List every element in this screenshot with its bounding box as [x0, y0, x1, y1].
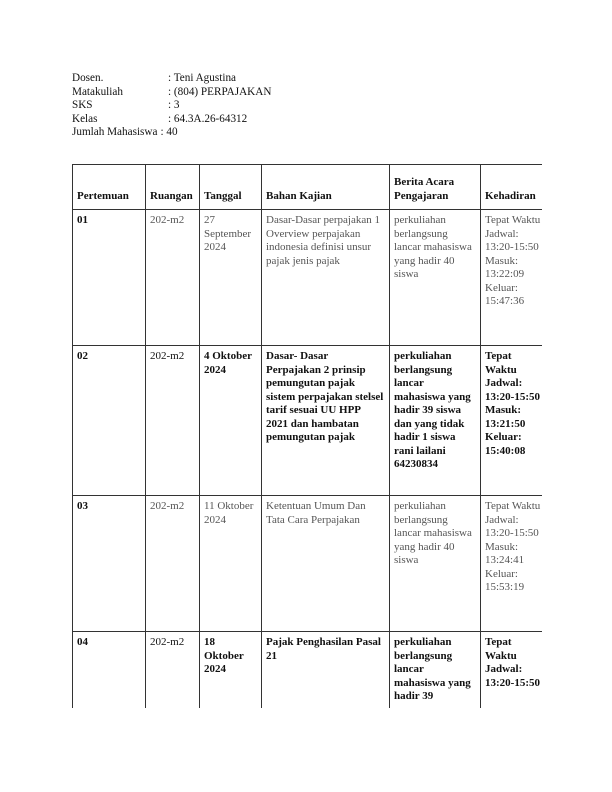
- jumlah-value: : 40: [160, 126, 178, 139]
- cell-ruangan: 202-m2: [146, 210, 200, 346]
- table-row: [73, 496, 543, 632]
- kehadiran-masuk: Masuk: 13:24:41: [485, 540, 525, 566]
- kehadiran-masuk: Masuk: 13:22:09: [485, 254, 525, 280]
- cell-ruangan: 202-m2: [146, 632, 200, 709]
- cell-berita-acara: perkuliahan berlangsung lancar mahasiswa yang hadir 40 siswa: [390, 210, 481, 346]
- cell-bahan-kajian: Dasar-Dasar perpajakan 1 Overview perpajakan indonesia definisi unsur pajak jenis pajak: [262, 210, 390, 346]
- kehadiran-jadwal: Jadwal: 13:20-15:50: [485, 377, 540, 403]
- table-row: [73, 346, 543, 496]
- info-row-kelas: [72, 113, 271, 127]
- header-ruangan: Ruangan: [146, 165, 200, 210]
- kehadiran-status: Tepat Waktu: [485, 214, 541, 226]
- header-pertemuan: Pertemuan: [73, 165, 146, 210]
- cell-kehadiran: [481, 632, 543, 709]
- matakuliah-value: : (804) PERPAJAKAN: [168, 85, 272, 98]
- cell-bahan-kajian: Ketentuan Umum Dan Tata Cara Perpajakan: [262, 496, 390, 632]
- cell-berita-acara: perkuliahan berlangsung lancar mahasiswa yang hadir 39: [390, 632, 481, 709]
- cell-bahan-kajian: Pajak Penghasilan Pasal 21: [262, 632, 390, 709]
- kehadiran-keluar: Keluar: 15:47:36: [485, 281, 525, 307]
- attendance-table: [72, 164, 542, 708]
- kehadiran-jadwal: Jadwal: 13:20-15:50: [485, 513, 539, 539]
- kehadiran-keluar: Keluar: 15:40:08: [485, 431, 526, 457]
- kehadiran-status: Tepat Waktu: [485, 500, 541, 512]
- table-row: [73, 632, 543, 709]
- dosen-value: : Teni Agustina: [168, 72, 236, 84]
- kehadiran-status: Tepat Waktu: [485, 636, 517, 662]
- info-row-matakuliah: [72, 86, 271, 100]
- sks-value: : 3: [168, 99, 180, 112]
- cell-kehadiran: [481, 346, 543, 496]
- cell-pertemuan: 03: [73, 496, 146, 632]
- dosen-label: Dosen.: [72, 72, 104, 84]
- cell-tanggal: 18 Oktober 2024: [200, 632, 262, 709]
- header-kehadiran: Kehadiran: [481, 165, 543, 210]
- header-berita-acara: Berita Acara Pengajaran: [390, 165, 481, 210]
- info-row-jumlah: [72, 126, 271, 140]
- table-row: [73, 210, 543, 346]
- table-header-row: [73, 165, 543, 210]
- header-tanggal: Tanggal: [200, 165, 262, 210]
- info-row-dosen: [72, 72, 271, 86]
- kelas-value: : 64.3A.26-64312: [168, 112, 248, 125]
- sks-label: SKS: [72, 99, 93, 112]
- matakuliah-label: Matakuliah: [72, 85, 123, 98]
- kehadiran-jadwal: Jadwal: 13:20-15:50: [485, 663, 540, 689]
- cell-ruangan: 202-m2: [146, 496, 200, 632]
- cell-kehadiran: [481, 210, 543, 346]
- cell-ruangan: 202-m2: [146, 346, 200, 496]
- cell-tanggal: 4 Oktober 2024: [200, 346, 262, 496]
- kehadiran-masuk: Masuk: 13:21:50: [485, 404, 526, 430]
- cell-pertemuan: 01: [73, 210, 146, 346]
- cell-kehadiran: [481, 496, 543, 632]
- kehadiran-keluar: Keluar: 15:53:19: [485, 567, 525, 593]
- cell-tanggal: 27 September 2024: [200, 210, 262, 346]
- cell-berita-acara: perkuliahan berlangsung lancar mahasiswa yang hadir 40 siswa: [390, 496, 481, 632]
- course-info: [72, 72, 271, 140]
- cell-pertemuan: 02: [73, 346, 146, 496]
- info-row-sks: [72, 99, 271, 113]
- jumlah-label: Jumlah Mahasiswa: [72, 126, 158, 139]
- header-bahan-kajian: Bahan Kajian: [262, 165, 390, 210]
- cell-tanggal: 11 Oktober 2024: [200, 496, 262, 632]
- cell-bahan-kajian: Dasar- Dasar Perpajakan 2 prinsip pemungutan pajak sistem perpajakan stelsel tarif sesuai UU HPP 2021 dan hambatan pemungutan pajak: [262, 346, 390, 496]
- kehadiran-status: Tepat Waktu: [485, 350, 517, 376]
- cell-berita-acara: perkuliahan berlangsung lancar mahasiswa yang hadir 39 siswa dan yang tidak hadir 1 siswa rani lailani 64230834: [390, 346, 481, 496]
- kehadiran-jadwal: Jadwal: 13:20-15:50: [485, 227, 539, 253]
- cell-pertemuan: 04: [73, 632, 146, 709]
- kelas-label: Kelas: [72, 112, 98, 125]
- attendance-table-wrapper: [72, 164, 542, 708]
